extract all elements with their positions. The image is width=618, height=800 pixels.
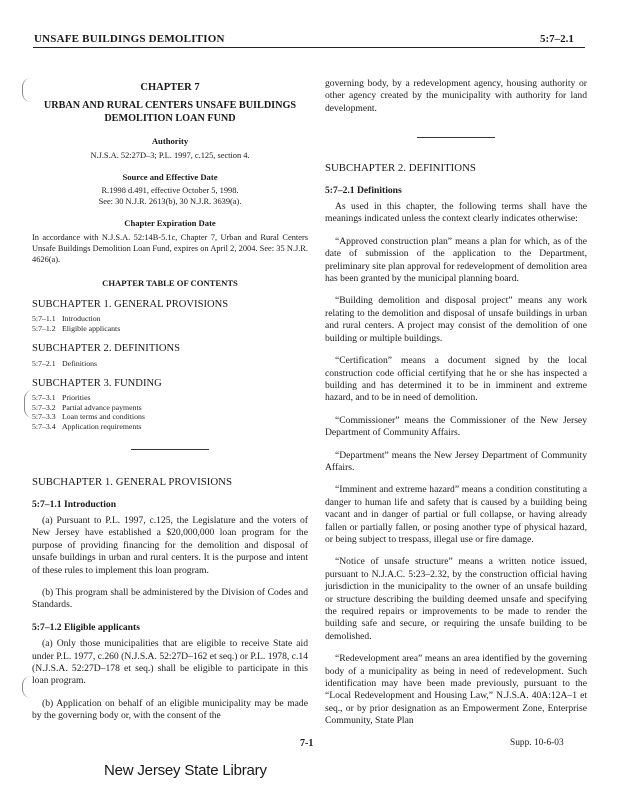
toc-group	[32, 343, 308, 368]
running-header-title: UNSAFE BUILDINGS DEMOLITION	[34, 33, 225, 45]
toc-entry-number: 5:7–1.2	[32, 323, 56, 333]
toc-entry-label: Priorities	[62, 393, 91, 403]
toc-entry-label: Application requirements	[62, 421, 142, 431]
library-watermark: New Jersey State Library	[104, 762, 267, 779]
binding-mark	[22, 676, 31, 698]
authority-text: N.J.S.A. 52:27D–3; P.L. 1997, c.125, section 4.	[90, 150, 250, 160]
section-divider	[131, 449, 209, 450]
toc-entry-label: Introduction	[62, 314, 101, 324]
toc-group	[32, 378, 308, 431]
source-line-1: R.1998 d.491, effective October 5, 1998.	[101, 186, 239, 196]
section-1-2-para-b: (b) Application on behalf of an eligible municipality may be made by the governing body or, with the consent of the	[32, 697, 308, 722]
definition-paragraph: “Commissioner” means the Commissioner of the New Jersey Department of Community Affairs.	[325, 414, 587, 439]
toc-entry[interactable]	[32, 359, 308, 368]
toc-entry[interactable]	[32, 403, 308, 412]
right-column	[325, 78, 587, 738]
toc-group	[32, 299, 308, 333]
toc-entry-number: 5:7–2.1	[32, 358, 56, 368]
toc-entry-number: 5:7–1.1	[32, 314, 56, 324]
chapter-number: CHAPTER 7	[140, 82, 200, 93]
section-1-2-para-a: (a) Only those municipalities that are eligible to receive State aid under P.L. 1977, c.260 (N.J.S.A. 52:27D–162 et seq.) or P.L. 1978, c.14 (N.J.S.A. 52:27D–178 et seq.) shall be eligible to participate in this loan program.	[32, 638, 308, 687]
section-1-1-para-a: (a) Pursuant to P.L. 1997, c.125, the Legislature and the voters of New Jersey have established a $20,000,000 loan program for the purpose of providing financing for the demolition and disposal of unsafe buildings in urban and rural centers. It is the purpose and intent of these rules to implement this loan program.	[32, 514, 308, 576]
expiration-text: In accordance with N.J.S.A. 52:14B-5.1c, Chapter 7, Urban and Rural Centers Unsafe Buildings Demolition Loan Fund, expires on April 2, 2004. See: 35 N.J.R. 4626(a).	[32, 232, 308, 264]
toc-entry-number: 5:7–3.1	[32, 393, 56, 403]
toc-entry-number: 5:7–3.2	[32, 402, 56, 412]
definition-paragraph: “Building demolition and disposal project” means any work relating to the demolition and disposal of unsafe buildings in urban and rural centers. A project may consist of the demolition of one building or multiple buildings.	[325, 295, 587, 344]
definition-paragraph: “Redevelopment area” means an area identified by the governing body of a municipality as being in need of redevelopment. Such identification may have been made previously, pursuant to the “Local Redevelopment and Housing Law,” N.J.S.A. 40A:12A–1 et seq., or by prior designation as an Empowerment Zone, Enterprise Community, State Plan	[325, 653, 587, 727]
toc-entry-number: 5:7–3.4	[32, 421, 56, 431]
toc-entry[interactable]	[32, 412, 308, 421]
continuation-paragraph: governing body, by a redevelopment agency, housing authority or other agency created by the municipality with authority for land development.	[325, 78, 587, 114]
source-heading: Source and Effective Date	[122, 171, 218, 182]
authority-heading: Authority	[151, 136, 189, 147]
running-header-section: 5:7–2.1	[540, 33, 574, 45]
definition-paragraph: “Certification” means a document signed by the local construction code official certifying that he or she has inspected a building and has determined it to be in imminent and extreme hazard, and to be in need of demolition.	[325, 355, 587, 404]
section-1-1-heading: 5:7–1.1 Introduction	[32, 498, 117, 510]
chapter-name: URBAN AND RURAL CENTERS UNSAFE BUILDINGS DEMOLITION LOAN FUND	[43, 100, 297, 124]
toc-entry-label: Loan terms and conditions	[62, 412, 145, 422]
toc-subchapter-title: SUBCHAPTER 3. FUNDING	[32, 378, 162, 390]
subchapter-2-heading: SUBCHAPTER 2. DEFINITIONS	[325, 162, 476, 175]
toc-entry[interactable]	[32, 324, 308, 333]
page-number: 7-1	[300, 738, 314, 749]
definition-paragraph: “Department” means the New Jersey Department of Community Affairs.	[325, 449, 587, 473]
section-1-1-para-b: (b) This program shall be administered by the Division of Codes and Standards.	[32, 586, 308, 611]
toc-entry[interactable]	[32, 314, 308, 323]
definition-paragraph: “Approved construction plan” means a plan for which, as of the date of submission of the application to the Department, preliminary site plan approval for redevelopment of demolition area has been granted by the municipal planning board.	[325, 235, 587, 285]
source-line-2: See: 30 N.J.R. 2613(b), 30 N.J.R. 3639(a).	[98, 197, 242, 207]
toc-entry[interactable]	[32, 393, 308, 402]
toc-entry-label: Eligible applicants	[62, 323, 121, 333]
definition-paragraph: “Imminent and extreme hazard” means a condition constituting a danger to human life and safety that is caused by a building being vacant and in danger of partial or full collapse, or having already fallen or partially fallen, or posing another type of physical hazard, or being subject to trespass, illegal use or fire damage.	[325, 484, 587, 545]
expiration-heading: Chapter Expiration Date	[124, 218, 216, 229]
binding-mark	[22, 78, 31, 102]
left-column	[32, 82, 308, 733]
toc-subchapter-title: SUBCHAPTER 1. GENERAL PROVISIONS	[32, 299, 229, 311]
toc-entry[interactable]	[32, 422, 308, 431]
subchapter-1-heading: SUBCHAPTER 1. GENERAL PROVISIONS	[32, 476, 232, 489]
toc-entry-number: 5:7–3.3	[32, 412, 56, 422]
supplement-date: Supp. 10-6-03	[510, 738, 564, 748]
section-1-2-heading: 5:7–1.2 Eligible applicants	[32, 621, 140, 633]
toc-entry-label: Partial advance payments	[62, 402, 142, 412]
header-rule	[33, 47, 585, 48]
toc-entry-label: Definitions	[62, 358, 98, 368]
toc-heading: CHAPTER TABLE OF CONTENTS	[102, 277, 238, 288]
definition-paragraph: “Notice of unsafe structure” means a written notice issued, pursuant to N.J.A.C. 5:23–2.32, by the construction official having jurisdiction in the municipality to the owner of an unsafe building or structure describing the building deemed unsafe and specifying the required repairs or improvements to be made to render the building safe and secure, or requiring the unsafe building to be demolished.	[325, 556, 587, 642]
section-2-1-heading: 5:7–2.1 Definitions	[325, 184, 402, 196]
definitions-intro: As used in this chapter, the following terms shall have the meanings indicated unless the context clearly indicates otherwise:	[325, 201, 587, 225]
toc-subchapter-title: SUBCHAPTER 2. DEFINITIONS	[32, 343, 181, 355]
section-divider	[417, 137, 495, 138]
